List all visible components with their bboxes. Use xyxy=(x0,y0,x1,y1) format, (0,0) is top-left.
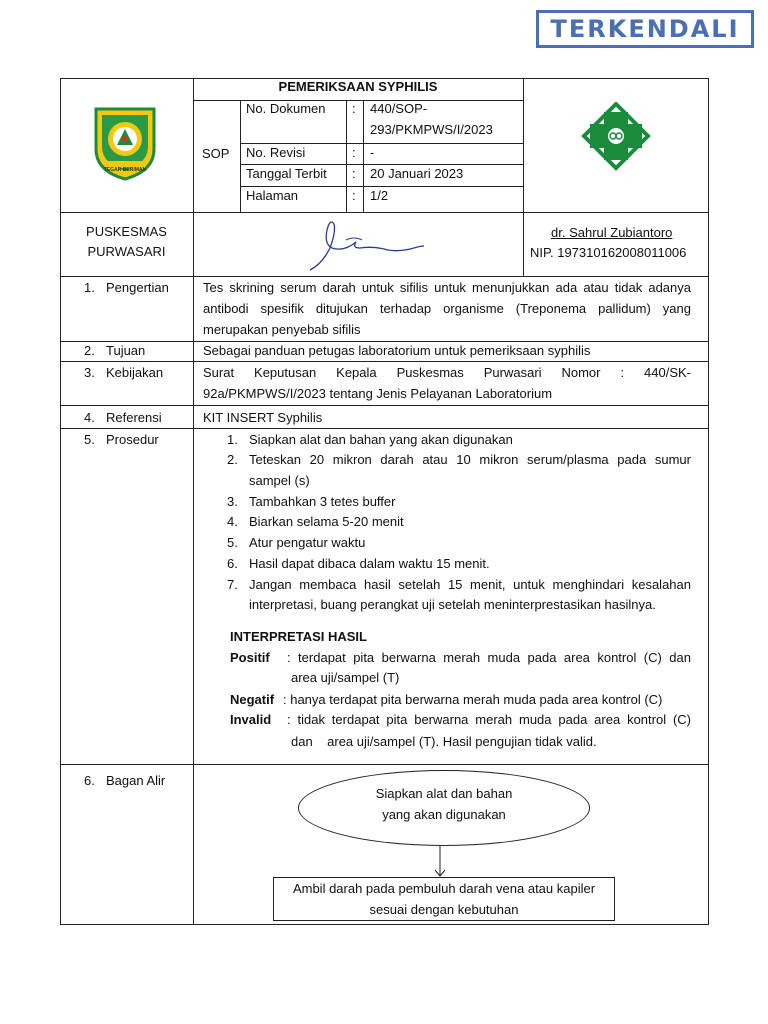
divider xyxy=(240,143,523,144)
sop-label: SOP xyxy=(202,146,230,161)
field-value-no-revisi: - xyxy=(370,145,375,160)
flow-node-text: Siapkan alat dan bahan xyxy=(375,786,513,801)
negatif-label: Negatif xyxy=(230,692,275,707)
divider xyxy=(60,341,709,342)
step-number: 3. xyxy=(227,494,238,509)
divider xyxy=(240,186,523,187)
negatif-text: : hanya terdapat pita berwarna merah muda pada area kontrol (C) xyxy=(283,692,663,707)
signer-nip: NIP. 197310162008011006 xyxy=(530,245,687,260)
section-label-bagan-alir: Bagan Alir xyxy=(106,773,166,788)
puskesmas-cross-logo-icon xyxy=(576,102,656,172)
divider xyxy=(60,764,709,765)
interpretation-heading: INTERPRETASI HASIL xyxy=(230,629,367,644)
field-colon: : xyxy=(352,101,356,116)
section-num: 4. xyxy=(84,410,95,425)
tujuan-text: Sebagai panduan petugas laboratorium untuk pemeriksaan syphilis xyxy=(203,343,591,358)
flow-node-text: sesuai dengan kebutuhan xyxy=(369,902,519,917)
emblem-motto: TEGAR BERIMAN xyxy=(103,167,147,173)
positif-label: Positif xyxy=(230,650,270,665)
positif-text: : terdapat pita berwarna merah muda pada area kontrol (C) dan xyxy=(287,650,691,665)
divider xyxy=(240,164,523,165)
section-label-prosedur: Prosedur xyxy=(106,432,159,447)
field-colon: : xyxy=(352,145,356,160)
invalid-label: Invalid xyxy=(230,712,272,727)
section-num: 5. xyxy=(84,432,95,447)
divider xyxy=(60,428,709,429)
step-text: Teteskan 20 mikron darah atau 10 mikron serum/plasma pada sumur xyxy=(249,452,691,467)
pengertian-text: merupakan penyebab sifilis xyxy=(203,322,361,337)
invalid-text: : tidak terdapat pita berwarna merah muda pada area kontrol (C) xyxy=(287,712,691,727)
section-num: 6. xyxy=(84,773,95,788)
divider xyxy=(240,100,241,212)
field-label-tanggal-terbit: Tanggal Terbit xyxy=(246,166,327,181)
signer-name: dr. Sahrul Zubiantoro xyxy=(551,225,673,240)
step-number: 1. xyxy=(227,432,238,447)
terkendali-stamp: TERKENDALI xyxy=(536,10,754,48)
signature-image xyxy=(300,218,430,274)
field-value-halaman: 1/2 xyxy=(370,188,389,203)
flow-node-text: Ambil darah pada pembuluh darah vena atau kapiler xyxy=(292,881,596,896)
step-number: 6. xyxy=(227,556,238,571)
divider xyxy=(60,405,709,406)
section-label-pengertian: Pengertian xyxy=(106,280,169,295)
divider xyxy=(363,100,364,212)
field-value-tanggal-terbit: 20 Januari 2023 xyxy=(370,166,464,181)
field-label-halaman: Halaman xyxy=(246,188,299,203)
field-label-no-revisi: No. Revisi xyxy=(246,145,306,160)
positif-text: area uji/sampel (T) xyxy=(291,670,400,685)
step-number: 7. xyxy=(227,577,238,592)
divider xyxy=(346,100,347,212)
step-text: Hasil dapat dibaca dalam waktu 15 menit. xyxy=(249,556,490,571)
flow-arrow-icon xyxy=(434,846,446,878)
field-label-no-dokumen: No. Dokumen xyxy=(246,101,326,116)
field-value-no-dokumen: 440/SOP- xyxy=(370,101,428,116)
step-text: Biarkan selama 5-20 menit xyxy=(249,514,404,529)
step-text: Atur pengatur waktu xyxy=(249,535,366,550)
step-number: 5. xyxy=(227,535,238,550)
divider xyxy=(60,361,709,362)
org-name: PURWASARI xyxy=(87,244,166,259)
section-num: 2. xyxy=(84,343,95,358)
document-title: PEMERIKSAAN SYPHILIS xyxy=(278,79,438,94)
kebijakan-text: Surat Keputusan Kepala Puskesmas Purwasari Nomor : 440/SK- xyxy=(203,365,691,380)
divider xyxy=(193,100,523,101)
step-text: Jangan membaca hasil setelah 15 menit, untuk menghindari kesalahan xyxy=(249,577,691,592)
divider xyxy=(523,78,524,277)
invalid-text: dan area uji/sampel (T). Hasil pengujian tidak valid. xyxy=(291,734,597,749)
section-num: 3. xyxy=(84,365,95,380)
step-text: interpretasi, buang perangkat uji setelah meninterprestasikan hasilnya. xyxy=(249,597,656,612)
step-text: Tambahkan 3 tetes buffer xyxy=(249,494,396,509)
section-num: 1. xyxy=(84,280,95,295)
divider xyxy=(193,78,194,925)
field-colon: : xyxy=(352,166,356,181)
step-number: 2. xyxy=(227,452,238,467)
kebijakan-text: 92a/PKMPWS/I/2023 tentang Jenis Pelayanan Laboratorium xyxy=(203,386,553,401)
section-label-tujuan: Tujuan xyxy=(106,343,146,358)
section-label-referensi: Referensi xyxy=(106,410,162,425)
step-text: Siapkan alat dan bahan yang akan digunakan xyxy=(249,432,513,447)
divider xyxy=(60,276,709,277)
pengertian-text: Tes skrining serum darah untuk sifilis untuk menunjukkan ada atau tidak adanya xyxy=(203,280,691,295)
flow-node-text: yang akan digunakan xyxy=(382,807,506,822)
field-value-no-dokumen: 293/PKMPWS/I/2023 xyxy=(370,122,493,137)
step-number: 4. xyxy=(227,514,238,529)
referensi-text: KIT INSERT Syphilis xyxy=(203,410,323,425)
step-text: sampel (s) xyxy=(249,473,310,488)
divider xyxy=(60,212,709,213)
field-colon: : xyxy=(352,188,356,203)
pengertian-text: antibodi spesifik ditujukan terhadap organisme (Treponema pallidum) yang xyxy=(203,301,691,316)
org-name: PUSKESMAS xyxy=(86,224,167,239)
section-label-kebijakan: Kebijakan xyxy=(106,365,164,380)
